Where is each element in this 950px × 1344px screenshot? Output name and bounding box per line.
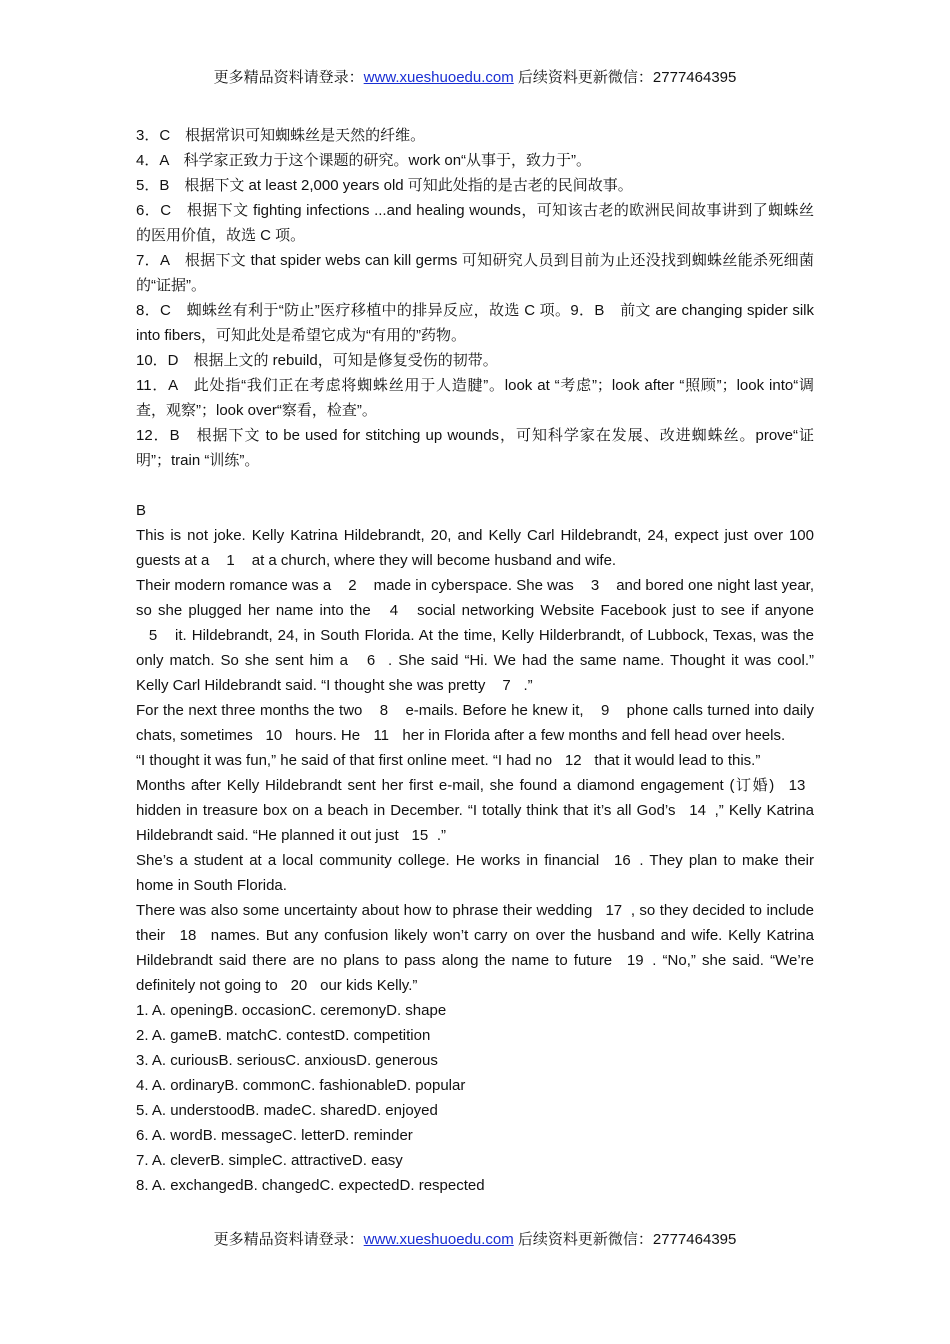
answer-item: 7．A 根据下文 that spider webs can kill germs 可知研究人员到目前为止还没找到蜘蛛丝能杀死细菌的“证据”。 bbox=[136, 252, 814, 294]
passage-text: , so they decided to include their bbox=[136, 902, 814, 944]
blank-number: 5 bbox=[148, 627, 158, 644]
passage-paragraph bbox=[136, 773, 814, 848]
answer-item: 5．B 根据下文 at least 2,000 years old 可知此处指的是古老的民间故事。 bbox=[136, 177, 633, 194]
document-body bbox=[136, 123, 814, 1198]
passage-text: made in cyberspace. She was bbox=[369, 577, 579, 594]
passage-text: hours. He bbox=[290, 727, 365, 744]
blank-number: 14 bbox=[689, 802, 706, 819]
passage-text: .” bbox=[523, 677, 533, 694]
blank-number: 15 bbox=[411, 827, 429, 844]
passage-text: phone calls turned into daily chats, sometimes bbox=[136, 702, 815, 744]
answer-item: 3．C 根据常识可知蜘蛛丝是天然的纤维。 bbox=[136, 127, 426, 144]
blank-number: 12 bbox=[564, 752, 582, 769]
blank-number: 16 bbox=[614, 852, 631, 869]
answer-item: 8．C 蜘蛛丝有利于“防止”医疗移植中的排异反应，故选 C 项。9．B 前文 are changing spider silk into fibers，可知此处是希望它成为“有用的”药物。 bbox=[136, 302, 814, 344]
header-prefix: 更多精品资料请登录： bbox=[213, 69, 364, 86]
passage-text: our kids Kelly.” bbox=[315, 977, 418, 994]
blank-number: 20 bbox=[290, 977, 308, 994]
option-item: 1. A. openingB. occasionC. ceremonyD. shape bbox=[136, 1002, 447, 1019]
answer-item: 4．A 科学家正致力于这个课题的研究。work on“从事于，致力于”。 bbox=[136, 152, 592, 169]
passage-text: at a church, where they will become husband and wife. bbox=[247, 552, 617, 569]
page-header bbox=[0, 66, 950, 87]
blank-number: 11 bbox=[373, 727, 390, 744]
passage-text: and bored one night last year, so she plugged her name into the bbox=[136, 577, 814, 619]
answer-item: 11．A 此处指“我们正在考虑将蜘蛛丝用于人造腱”。look at “考虑”；look after “照顾”；look into“调查，观察”；look over“察看，检查”。 bbox=[136, 377, 814, 419]
passage-text: . “No,” she said. “We’re definitely not going to bbox=[136, 952, 814, 994]
blank-number: 17 bbox=[605, 902, 623, 919]
passage-text: Their modern romance was a bbox=[136, 577, 336, 594]
cloze-passage bbox=[136, 523, 814, 998]
passage-paragraph bbox=[136, 698, 814, 748]
passage-text: ,” Kelly Katrina Hildebrandt said. “He planned it out just bbox=[136, 802, 814, 844]
blank-number: 18 bbox=[179, 927, 197, 944]
passage-text: that it would lead to this.” bbox=[590, 752, 761, 769]
passage-text: This is not joke. Kelly Katrina Hildebrandt, 20, and Kelly Carl Hildebrandt, 24, expect just over 100 guests at a bbox=[136, 527, 814, 569]
answer-item: 10．D 根据上文的 rebuild，可知是修复受伤的韧带。 bbox=[136, 352, 498, 369]
blank-number: 2 bbox=[348, 577, 357, 594]
option-item: 7. A. cleverB. simpleC. attractiveD. easy bbox=[136, 1152, 403, 1169]
option-item: 6. A. wordB. messageC. letterD. reminder bbox=[136, 1127, 413, 1144]
passage-paragraph bbox=[136, 898, 814, 998]
passage-text: She’s a student at a local community college. He works in financial bbox=[136, 852, 606, 869]
passage-text: names. But any confusion likely won’t carry on over the husband and wife. Kelly Katrina Hildebrandt said there are no plans to pass along the name to future bbox=[136, 927, 814, 969]
page-footer bbox=[0, 1228, 950, 1249]
passage-text: For the next three months the two bbox=[136, 702, 367, 719]
passage-paragraph bbox=[136, 748, 814, 773]
passage-text: There was also some uncertainty about how to phrase their wedding bbox=[136, 902, 597, 919]
passage-text: it. Hildebrandt, 24, in South Florida. At the time, Kelly Hilderbrandt, of Lubbock, Texas, was the only match. So she sent him a bbox=[136, 627, 814, 669]
footer-link[interactable]: www.xueshuoedu.com bbox=[363, 1231, 514, 1248]
passage-paragraph bbox=[136, 523, 814, 573]
passage-text: social networking Website Facebook just to see if anyone bbox=[410, 602, 815, 619]
answer-item: 12．B 根据下文 to be used for stitching up wounds，可知科学家在发展、改进蜘蛛丝。prove“证明”；train “训练”。 bbox=[136, 427, 814, 469]
passage-text: her in Florida after a few months and fell head over heels. bbox=[398, 727, 786, 744]
blank-number: 1 bbox=[226, 552, 235, 569]
blank-number: 6 bbox=[366, 652, 376, 669]
header-link[interactable]: www.xueshuoedu.com bbox=[363, 69, 514, 86]
blank-number: 8 bbox=[379, 702, 389, 719]
blank-number: 9 bbox=[600, 702, 610, 719]
spacer bbox=[136, 473, 814, 498]
blank-number: 10 bbox=[265, 727, 283, 744]
answer-list bbox=[136, 123, 814, 473]
passage-paragraph bbox=[136, 573, 814, 698]
footer-prefix: 更多精品资料请登录： bbox=[213, 1231, 364, 1248]
option-item: 3. A. curiousB. seriousC. anxiousD. generous bbox=[136, 1052, 438, 1069]
option-item: 4. A. ordinaryB. commonC. fashionableD. popular bbox=[136, 1077, 466, 1094]
header-suffix: 后续资料更新微信：2777464395 bbox=[513, 69, 737, 86]
passage-text: “I thought it was fun,” he said of that first online meet. “I had no bbox=[136, 752, 557, 769]
section-label: B bbox=[136, 502, 147, 519]
passage-text: e-mails. Before he knew it, bbox=[400, 702, 589, 719]
blank-number: 3 bbox=[590, 577, 600, 594]
option-item: 5. A. understoodB. madeC. sharedD. enjoyed bbox=[136, 1102, 438, 1119]
passage-text: . She said “Hi. We had the same name. Thought it was cool.” Kelly Carl Hildebrandt said. “I thought she was pretty bbox=[136, 652, 814, 694]
option-item: 8. A. exchangedB. changedC. expectedD. respected bbox=[136, 1177, 485, 1194]
option-list bbox=[136, 998, 814, 1198]
blank-number: 19 bbox=[626, 952, 644, 969]
passage-text: hidden in treasure box on a beach in December. “I totally think that it’s all God’s bbox=[136, 802, 681, 819]
blank-number: 7 bbox=[502, 677, 511, 694]
passage-text: . They plan to make their home in South Florida. bbox=[136, 852, 815, 894]
option-item: 2. A. gameB. matchC. contestD. competition bbox=[136, 1027, 431, 1044]
passage-paragraph bbox=[136, 848, 814, 898]
passage-text: .” bbox=[436, 827, 446, 844]
footer-suffix: 后续资料更新微信：2777464395 bbox=[513, 1231, 737, 1248]
blank-number: 13 bbox=[788, 777, 806, 794]
answer-item: 6．C 根据下文 fighting infections ...and healing wounds，可知该古老的欧洲民间故事讲到了蜘蛛丝的医用价值，故选 C 项。 bbox=[136, 202, 814, 244]
passage-text: Months after Kelly Hildebrandt sent her first e-mail, she found a diamond engagement (订婚) bbox=[136, 777, 780, 794]
blank-number: 4 bbox=[389, 602, 399, 619]
